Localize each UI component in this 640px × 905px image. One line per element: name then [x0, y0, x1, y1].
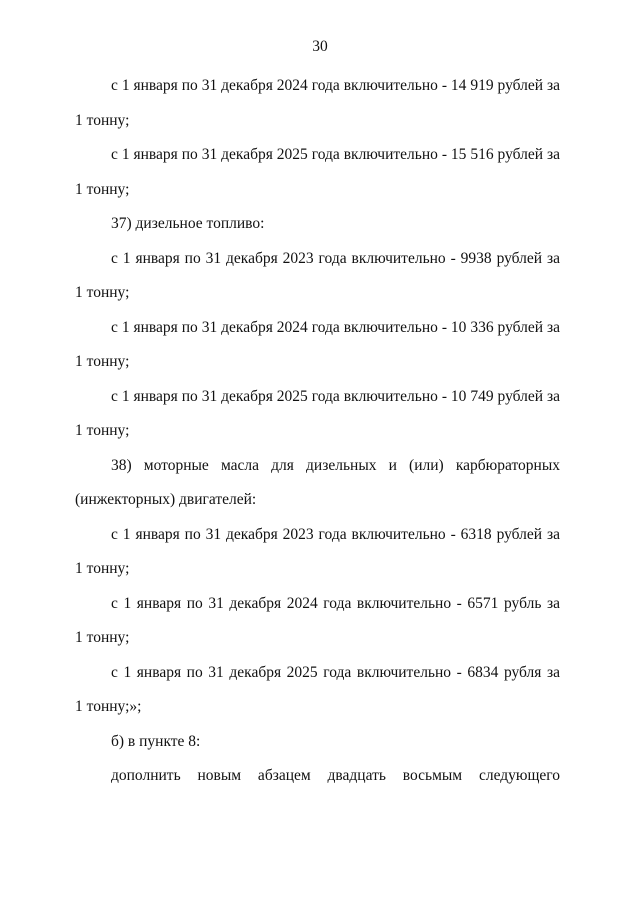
text-line: 1 тонну; — [75, 560, 130, 577]
text-line: 1 тонну; — [75, 284, 130, 301]
text-line: с 1 января по 31 декабря 2025 года включительно - 6834 рубля за — [111, 664, 560, 681]
text-line: с 1 января по 31 декабря 2025 года включительно - 10 749 рублей за — [111, 388, 560, 405]
text-line: 1 тонну; — [75, 629, 130, 646]
page-number: 30 — [312, 38, 328, 55]
text-line: 1 тонну; — [75, 181, 130, 198]
text-line: с 1 января по 31 декабря 2023 года включительно - 9938 рублей за — [111, 250, 560, 267]
text-line: дополнить новым абзацем двадцать восьмым следующего — [111, 767, 560, 784]
text-line: 38) моторные масла для дизельных и (или) карбюраторных — [111, 457, 560, 474]
text-line: 1 тонну; — [75, 112, 130, 129]
text-line: с 1 января по 31 декабря 2024 года включительно - 10 336 рублей за — [111, 319, 560, 336]
text-line: б) в пункте 8: — [111, 733, 201, 750]
text-line: 1 тонну;»; — [75, 698, 142, 715]
text-line: с 1 января по 31 декабря 2024 года включительно - 6571 рубль за — [111, 595, 560, 612]
text-line: с 1 января по 31 декабря 2023 года включительно - 6318 рублей за — [111, 526, 560, 543]
text-line: 37) дизельное топливо: — [111, 215, 265, 232]
text-line: с 1 января по 31 декабря 2025 года включительно - 15 516 рублей за — [111, 146, 560, 163]
text-line: (инжекторных) двигателей: — [75, 491, 257, 508]
text-line: 1 тонну; — [75, 353, 130, 370]
text-line: с 1 января по 31 декабря 2024 года включительно - 14 919 рублей за — [111, 77, 560, 94]
text-line: 1 тонну; — [75, 422, 130, 439]
